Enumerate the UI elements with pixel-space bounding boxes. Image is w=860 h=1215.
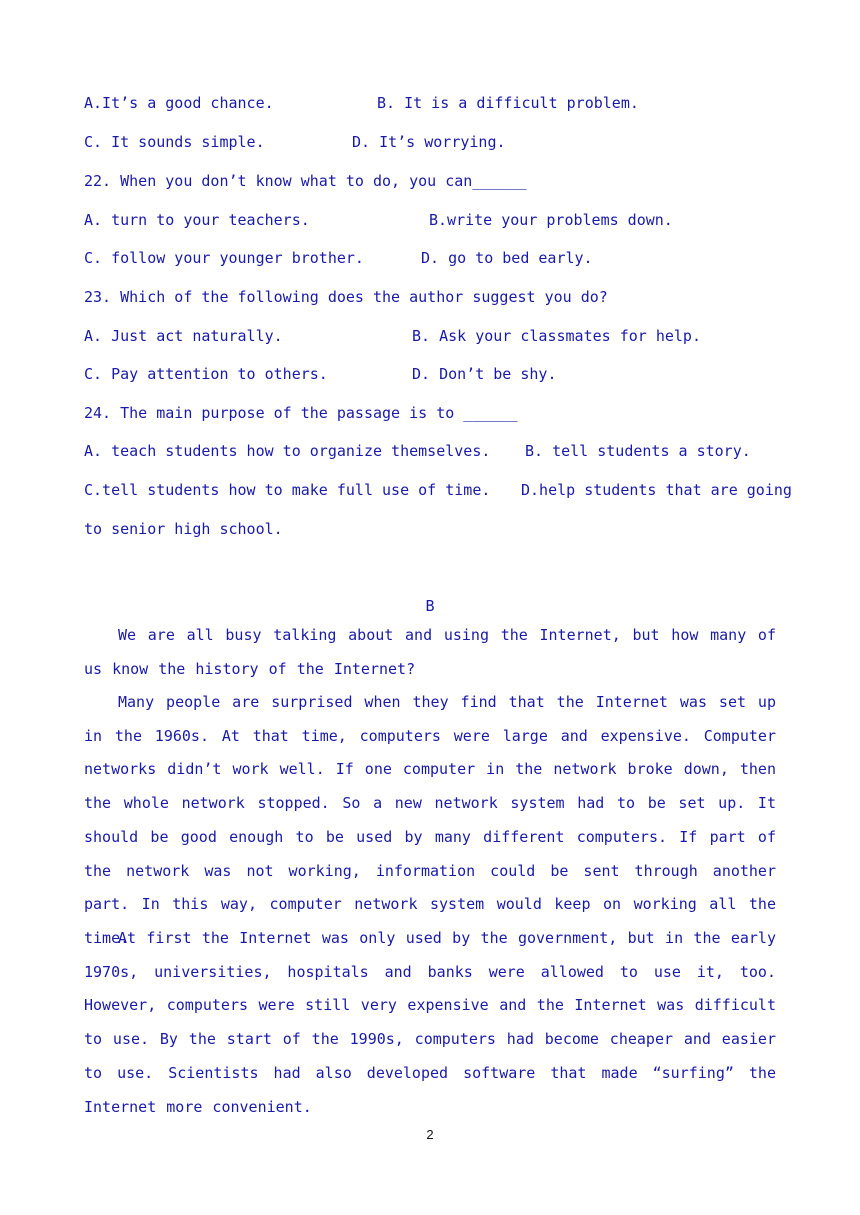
q24-option-c: C.tell students how to make full use of time. [84, 481, 491, 499]
passage-b-paragraph-2: Many people are surprised when they find that the Internet was set up in the 1960s. At that time, computers were large and expensive. Computer networks didn’t work well. If one computer in the network broke down, then the whole network stopped. So a new network system had to be set up. It should be good enough to be used by many different computers. If part of the network was not working, information could be sent through another part. In this way, computer network system would keep on working all the time. [84, 693, 776, 947]
q24-option-b: B. tell students a story. [525, 442, 751, 460]
q22-option-b: B.write your problems down. [429, 211, 673, 229]
q24-option-d: D.help students that are going [521, 481, 792, 499]
q22-options-row-1 [84, 208, 776, 232]
q21-option-a: A.It’s a good chance. [84, 94, 274, 112]
q24-stem-text: 24. The main purpose of the passage is to ______ [84, 404, 518, 422]
q21-option-d: D. It’s worrying. [352, 133, 506, 151]
q24-stem [84, 401, 776, 425]
q22-stem [84, 169, 776, 193]
passage-b-paragraph-1: We are all busy talking about and using the Internet, but how many of us know the history of the Internet? [84, 626, 776, 678]
q23-option-c: C. Pay attention to others. [84, 365, 328, 383]
q24-option-d-continued: to senior high school. [84, 520, 283, 538]
q23-option-b: B. Ask your classmates for help. [412, 327, 701, 345]
passage-b-heading: B [425, 597, 435, 615]
q22-stem-text: 22. When you don’t know what to do, you can______ [84, 172, 527, 190]
q23-options-row-2 [84, 362, 776, 386]
q22-option-c: C. follow your younger brother. [84, 249, 364, 267]
q24-options-row-2 [84, 478, 792, 502]
q23-options-row-1 [84, 324, 776, 348]
q21-options-row-2 [84, 130, 776, 154]
q24-options-row-1 [84, 439, 776, 463]
q21-option-c: C. It sounds simple. [84, 133, 265, 151]
q21-options-row-1 [84, 91, 776, 115]
q23-stem [84, 285, 776, 309]
q23-stem-text: 23. Which of the following does the author suggest you do? [84, 288, 608, 306]
q24-options-row-3 [84, 517, 776, 541]
q22-option-a: A. turn to your teachers. [84, 211, 310, 229]
q21-option-b: B. It is a difficult problem. [377, 94, 639, 112]
q23-option-d: D. Don’t be shy. [412, 365, 557, 383]
q22-options-row-2 [84, 246, 776, 270]
q22-option-d: D. go to bed early. [421, 249, 593, 267]
q24-option-a: A. teach students how to organize themselves. [84, 442, 491, 460]
passage-b-paragraph-3: At first the Internet was only used by the government, but in the early 1970s, universities, hospitals and banks were allowed to use it, too. However, computers were still very expensive and the Internet was difficult to use. By the start of the 1990s, computers had become cheaper and easier to use. Scientists had also developed software that made “surfing” the Internet more convenient. [84, 929, 776, 1116]
page-number: 2 [426, 1127, 434, 1142]
q23-option-a: A. Just act naturally. [84, 327, 283, 345]
